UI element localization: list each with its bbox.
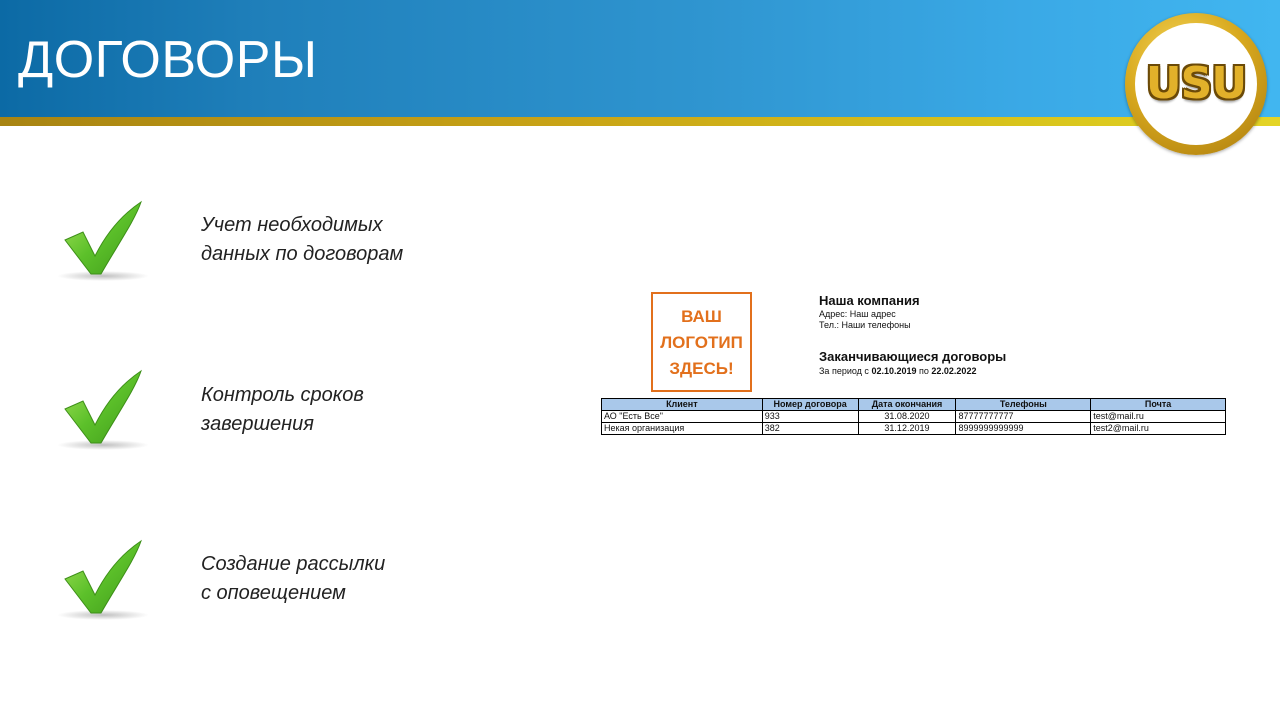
table-cell: 933 [762, 411, 858, 423]
company-address: Адрес: Наш адрес [819, 309, 896, 319]
feature-item-deadlines [201, 381, 501, 439]
feature-line: Учет необходимых [201, 214, 383, 236]
period-from: 02.10.2019 [871, 366, 917, 376]
report-title: Заканчивающиеся договоры [819, 349, 1007, 364]
checkmark-icon [55, 367, 155, 457]
report-heading [819, 349, 1006, 377]
placeholder-logo-line: ЗДЕСЬ! [669, 359, 734, 378]
placeholder-logo-line: ВАШ [681, 307, 722, 326]
table-cell: 8999999999999 [956, 423, 1091, 435]
table-cell: Некая организация [602, 423, 763, 435]
checkmark-icon [55, 198, 155, 288]
company-name: Наша компания [819, 293, 920, 308]
table-cell: 31.08.2020 [858, 411, 956, 423]
contracts-table [601, 398, 1226, 435]
feature-item-mailing [201, 550, 501, 608]
table-row [602, 423, 1226, 435]
feature-item-data [201, 211, 501, 269]
table-cell: 31.12.2019 [858, 423, 956, 435]
usu-logo [1125, 13, 1267, 155]
table-header-row [602, 399, 1226, 411]
usu-logo-inner [1135, 23, 1257, 145]
feature-line: завершения [201, 413, 314, 435]
report-period [819, 365, 1006, 377]
table-cell: АО "Есть Все" [602, 411, 763, 423]
period-mid: по [919, 366, 929, 376]
feature-line: с оповещением [201, 582, 346, 604]
slide-title: ДОГОВОРЫ [18, 31, 318, 89]
column-header: Телефоны [956, 399, 1091, 411]
table-cell: 87777777777 [956, 411, 1091, 423]
feature-line: Создание рассылки [201, 553, 386, 575]
placeholder-logo-line: ЛОГОТИП [660, 333, 743, 352]
placeholder-logo [651, 292, 752, 392]
column-header: Дата окончания [858, 399, 956, 411]
column-header: Почта [1091, 399, 1226, 411]
feature-line: Контроль сроков [201, 384, 364, 406]
period-prefix: За период с [819, 366, 869, 376]
table-cell: test@mail.ru [1091, 411, 1226, 423]
table-cell: 382 [762, 423, 858, 435]
table-cell: test2@mail.ru [1091, 423, 1226, 435]
usu-logo-text: USU [1145, 58, 1247, 109]
header-banner [0, 0, 1280, 117]
column-header: Клиент [602, 399, 763, 411]
company-info [819, 293, 920, 331]
feature-line: данных по договорам [201, 243, 404, 265]
company-phones: Тел.: Наши телефоны [819, 320, 911, 330]
header-gold-stripe [0, 117, 1280, 126]
checkmark-icon [55, 537, 155, 627]
table-row [602, 411, 1226, 423]
period-to: 22.02.2022 [931, 366, 977, 376]
column-header: Номер договора [762, 399, 858, 411]
